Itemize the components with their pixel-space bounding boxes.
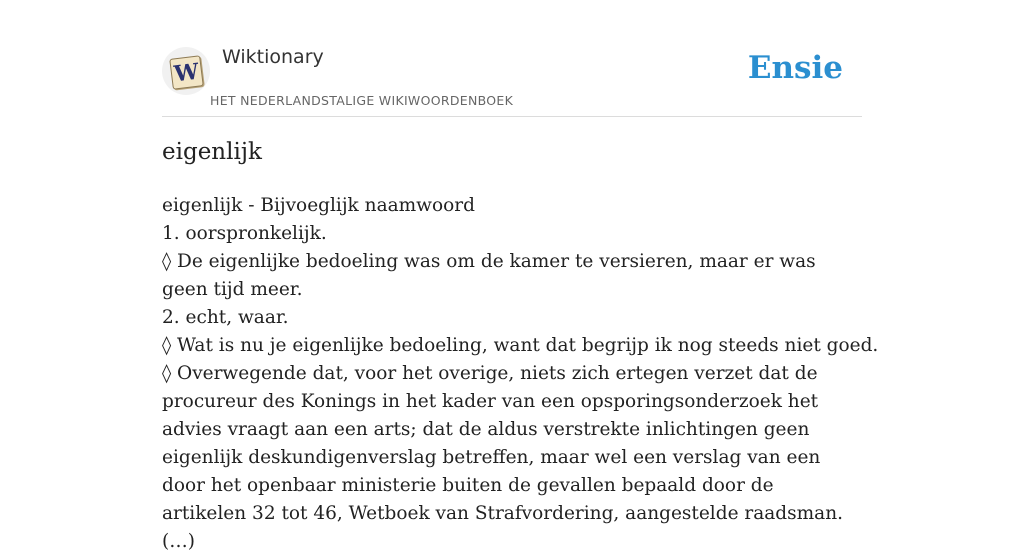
wiktionary-logo-icon[interactable] xyxy=(162,47,210,95)
example-1: ◊ De eigenlijke bedoeling was om de kamer te versieren, maar er was geen tijd meer. xyxy=(162,251,816,300)
page-title: eigenlijk xyxy=(162,139,262,165)
example-3: ◊ Overwegende dat, voor het overige, niets zich ertegen verzet dat de procureur des Konings in het kader van een opsporingsonderzoek het advies vraagt aan een arts; dat de aldus verstrekte inlichtingen geen eigenlijk deskundigenverslag betreffen, maar wel een verslag van een door het openbaar ministerie buiten de gevallen bepaald door de artikelen 32 tot 46, Wetboek van Strafvordering, aangestelde raadsman. (…) xyxy=(162,363,844,552)
example-2: ◊ Wat is nu je eigenlijke bedoeling, want dat begrijp ik nog steeds niet goed. xyxy=(162,335,879,356)
entry-heading: eigenlijk - Bijvoeglijk naamwoord xyxy=(162,195,475,216)
entry-content xyxy=(162,192,879,556)
logo-tile xyxy=(169,55,204,90)
logo-letter: W xyxy=(172,58,201,88)
site-header xyxy=(162,44,862,117)
site-name-link[interactable]: Wiktionary xyxy=(222,46,324,68)
site-subtitle: HET NEDERLANDSTALIGE WIKIWOORDENBOEK xyxy=(210,93,514,108)
definition-2: 2. echt, waar. xyxy=(162,307,289,328)
ensie-brand-logo[interactable]: Ensie xyxy=(747,50,843,86)
definition-1: 1. oorspronkelijk. xyxy=(162,223,327,244)
